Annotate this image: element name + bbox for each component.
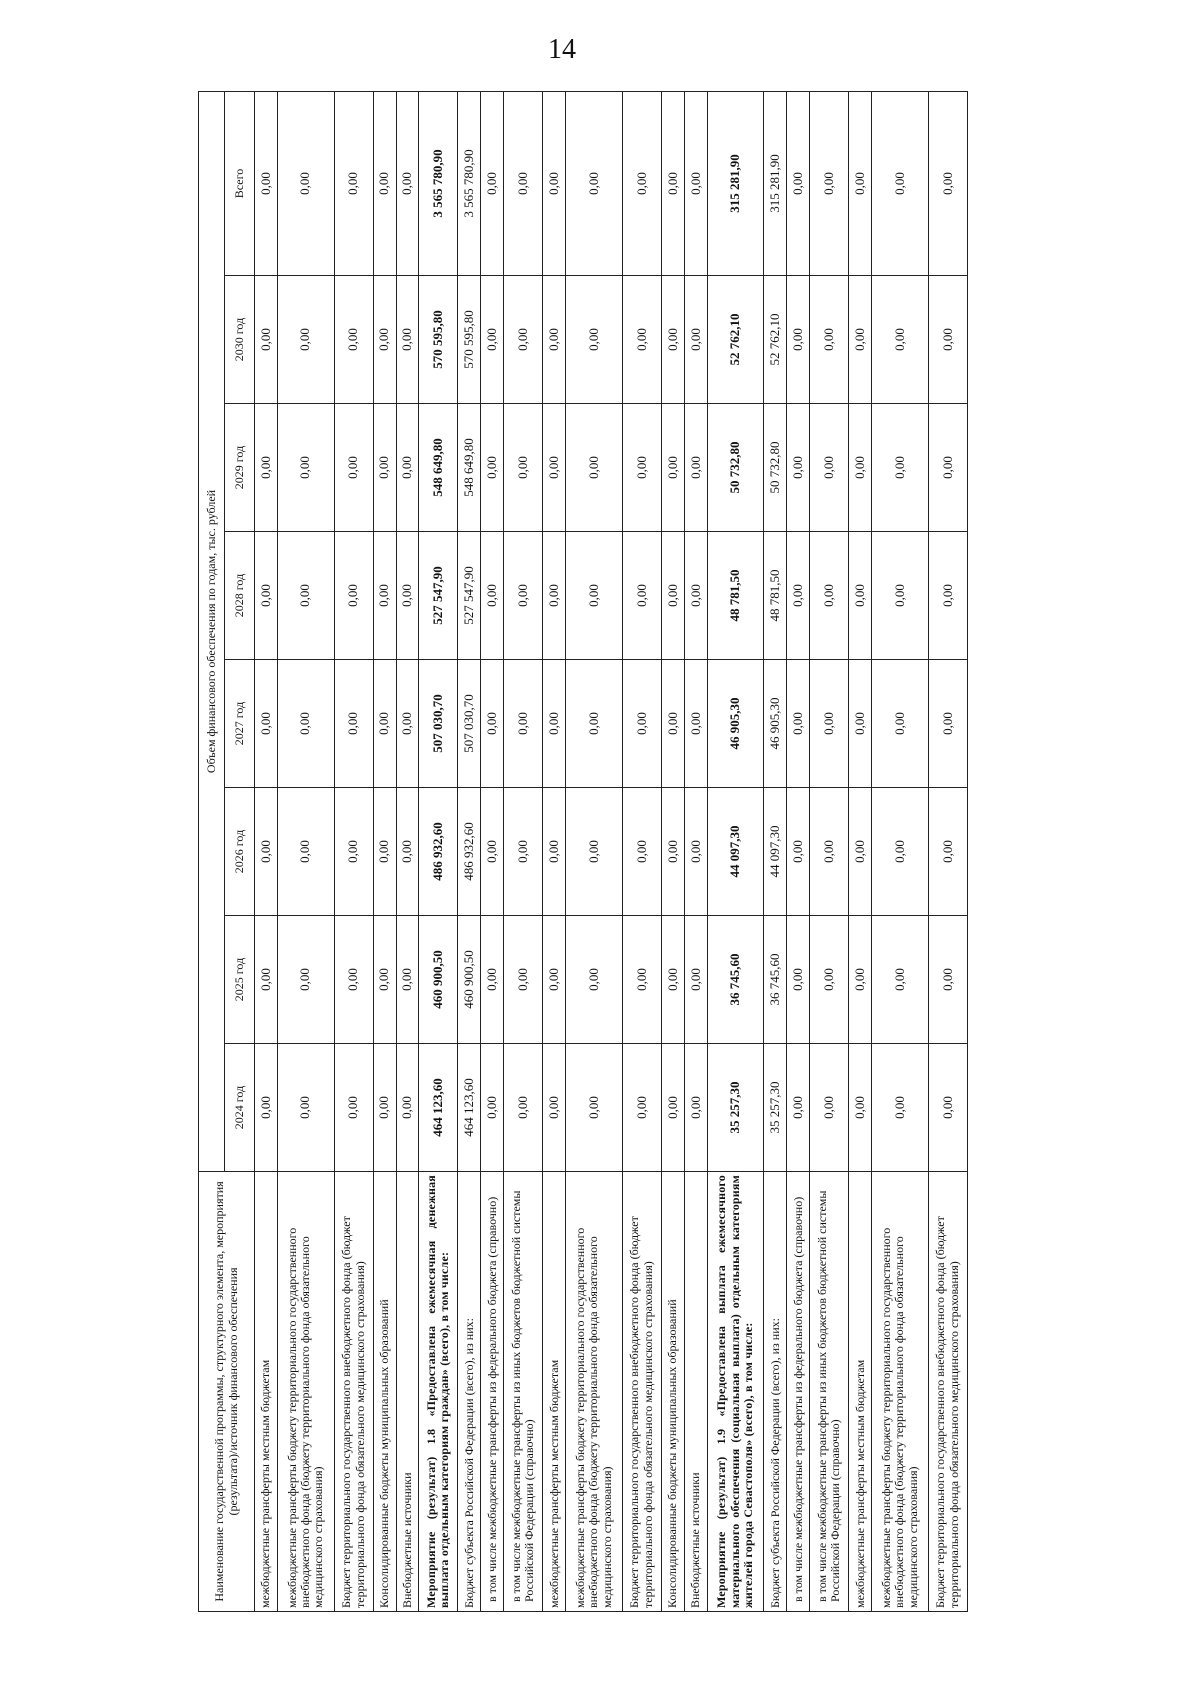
- row-value-cell: 0,00: [334, 660, 373, 788]
- table-row: [684, 91, 707, 1611]
- budget-table: [198, 91, 968, 1612]
- row-value-cell: 0,00: [481, 404, 504, 532]
- row-value-cell: 0,00: [872, 404, 929, 532]
- year-header: 2024 год: [225, 1044, 255, 1172]
- row-name-cell: в том числе межбюджетные трансферты из иных бюджетов бюджетной системы Российской Федерации (справочно): [504, 1172, 543, 1612]
- row-name-cell: Бюджет территориального государственного внебюджетного фонда (бюджет территориального фонда обязательного медицинского страхования): [334, 1172, 373, 1612]
- table-row: [622, 91, 661, 1611]
- row-name-cell: Внебюджетные источники: [396, 1172, 419, 1612]
- row-value-cell: 527 547,90: [419, 532, 458, 660]
- row-value-cell: 0,00: [543, 660, 566, 788]
- row-value-cell: 0,00: [566, 532, 623, 660]
- row-name-cell: в том числе межбюджетные трансферты из иных бюджетов бюджетной системы Российской Федерации (справочно): [810, 1172, 849, 1612]
- row-value-cell: 0,00: [810, 532, 849, 660]
- row-value-cell: 0,00: [566, 276, 623, 404]
- row-value-cell: 0,00: [928, 404, 967, 532]
- row-total-cell: 0,00: [684, 91, 707, 275]
- row-total-cell: 0,00: [872, 91, 929, 275]
- row-value-cell: 0,00: [277, 532, 334, 660]
- row-value-cell: 0,00: [543, 404, 566, 532]
- row-value-cell: 0,00: [255, 788, 278, 916]
- row-value-cell: 0,00: [255, 1044, 278, 1172]
- row-value-cell: 0,00: [810, 916, 849, 1044]
- row-value-cell: 0,00: [277, 660, 334, 788]
- row-value-cell: 0,00: [810, 660, 849, 788]
- row-value-cell: 0,00: [661, 788, 684, 916]
- page-number: 14: [548, 34, 576, 65]
- row-value-cell: 464 123,60: [419, 1044, 458, 1172]
- row-value-cell: 0,00: [396, 404, 419, 532]
- row-value-cell: 0,00: [787, 532, 810, 660]
- year-header: 2028 год: [225, 532, 255, 660]
- year-header: 2029 год: [225, 404, 255, 532]
- row-value-cell: 0,00: [481, 788, 504, 916]
- row-value-cell: 0,00: [849, 532, 872, 660]
- row-value-cell: 0,00: [334, 916, 373, 1044]
- row-value-cell: 44 097,30: [707, 788, 764, 916]
- row-value-cell: 0,00: [622, 1044, 661, 1172]
- row-value-cell: 0,00: [787, 276, 810, 404]
- row-name-cell: межбюджетные трансферты местным бюджетам: [543, 1172, 566, 1612]
- row-value-cell: 0,00: [849, 788, 872, 916]
- table-row: [928, 91, 967, 1611]
- row-value-cell: 0,00: [872, 1044, 929, 1172]
- row-value-cell: 0,00: [334, 404, 373, 532]
- row-value-cell: 0,00: [373, 1044, 396, 1172]
- row-value-cell: 44 097,30: [764, 788, 787, 916]
- row-value-cell: 0,00: [872, 532, 929, 660]
- row-value-cell: 0,00: [661, 276, 684, 404]
- row-value-cell: 0,00: [849, 276, 872, 404]
- row-value-cell: 0,00: [928, 1044, 967, 1172]
- table-row: [872, 91, 929, 1611]
- row-total-cell: 0,00: [810, 91, 849, 275]
- row-value-cell: 0,00: [622, 276, 661, 404]
- row-value-cell: 0,00: [566, 1044, 623, 1172]
- row-total-cell: 0,00: [396, 91, 419, 275]
- row-total-cell: 0,00: [277, 91, 334, 275]
- row-name-cell: в том числе межбюджетные трансферты из федерального бюджета (справочно): [481, 1172, 504, 1612]
- row-value-cell: 0,00: [255, 660, 278, 788]
- table-row: [566, 91, 623, 1611]
- table-row: [764, 91, 787, 1611]
- row-value-cell: 0,00: [872, 788, 929, 916]
- row-total-cell: 0,00: [543, 91, 566, 275]
- row-value-cell: 548 649,80: [458, 404, 481, 532]
- row-total-cell: 3 565 780,90: [419, 91, 458, 275]
- name-column-header: Наименование государственной программы, структурного элемента, мероприятия (результата)/источник финансового обеспечения: [199, 1172, 255, 1612]
- row-value-cell: 48 781,50: [707, 532, 764, 660]
- row-value-cell: 0,00: [684, 660, 707, 788]
- row-value-cell: 0,00: [504, 916, 543, 1044]
- row-name-cell: межбюджетные трансферты бюджету территориального государственного внебюджетного фонда (бюджету территориального фонда обязательного медицинского страхования): [872, 1172, 929, 1612]
- row-name-cell: Консолидированные бюджеты муниципальных образований: [661, 1172, 684, 1612]
- row-value-cell: 570 595,80: [419, 276, 458, 404]
- row-name-cell: межбюджетные трансферты бюджету территориального государственного внебюджетного фонда (бюджету территориального фонда обязательного медицинского страхования): [277, 1172, 334, 1612]
- row-name-cell: Бюджет субъекта Российской Федерации (всего), из них:: [458, 1172, 481, 1612]
- row-total-cell: 3 565 780,90: [458, 91, 481, 275]
- row-value-cell: 0,00: [277, 788, 334, 916]
- row-value-cell: 0,00: [872, 916, 929, 1044]
- row-name-cell: Бюджет субъекта Российской Федерации (всего), из них:: [764, 1172, 787, 1612]
- table-row: [481, 91, 504, 1611]
- row-value-cell: 0,00: [566, 916, 623, 1044]
- row-value-cell: 0,00: [334, 1044, 373, 1172]
- row-value-cell: 0,00: [928, 276, 967, 404]
- row-total-cell: 0,00: [504, 91, 543, 275]
- row-value-cell: 0,00: [849, 916, 872, 1044]
- row-value-cell: 0,00: [810, 276, 849, 404]
- table-row: [255, 91, 278, 1611]
- row-name-cell: межбюджетные трансферты бюджету территориального государственного внебюджетного фонда (бюджету территориального фонда обязательного медицинского страхования): [566, 1172, 623, 1612]
- row-value-cell: 0,00: [396, 532, 419, 660]
- row-value-cell: 507 030,70: [458, 660, 481, 788]
- table-row: [334, 91, 373, 1611]
- row-name-cell: межбюджетные трансферты местным бюджетам: [255, 1172, 278, 1612]
- row-name-cell: в том числе межбюджетные трансферты из федерального бюджета (справочно): [787, 1172, 810, 1612]
- row-value-cell: 0,00: [684, 532, 707, 660]
- row-value-cell: 507 030,70: [419, 660, 458, 788]
- row-value-cell: 0,00: [787, 1044, 810, 1172]
- row-total-cell: 0,00: [661, 91, 684, 275]
- row-value-cell: 0,00: [684, 788, 707, 916]
- row-value-cell: 0,00: [396, 660, 419, 788]
- row-value-cell: 0,00: [661, 532, 684, 660]
- volume-caption: Объем финансового обеспечения по годам, тыс. рублей: [199, 91, 225, 1171]
- row-value-cell: 0,00: [566, 660, 623, 788]
- row-name-cell: Мероприятие (результат) 1.8 «Предоставлена ежемесячная денежная выплата отдельным категориям граждан» (всего), в том числе:: [419, 1172, 458, 1612]
- row-value-cell: 0,00: [810, 1044, 849, 1172]
- row-value-cell: 527 547,90: [458, 532, 481, 660]
- row-value-cell: 0,00: [334, 276, 373, 404]
- table-row: [543, 91, 566, 1611]
- row-value-cell: 0,00: [373, 788, 396, 916]
- row-value-cell: 0,00: [787, 404, 810, 532]
- rotated-table: [198, 92, 968, 1612]
- year-header: 2025 год: [225, 916, 255, 1044]
- row-total-cell: 0,00: [373, 91, 396, 275]
- row-value-cell: 0,00: [255, 276, 278, 404]
- year-header: 2030 год: [225, 276, 255, 404]
- row-value-cell: 0,00: [872, 276, 929, 404]
- row-value-cell: 548 649,80: [419, 404, 458, 532]
- row-value-cell: 0,00: [622, 916, 661, 1044]
- row-value-cell: 0,00: [622, 532, 661, 660]
- row-value-cell: 0,00: [396, 1044, 419, 1172]
- row-value-cell: 52 762,10: [764, 276, 787, 404]
- row-value-cell: 0,00: [566, 404, 623, 532]
- row-value-cell: 0,00: [504, 660, 543, 788]
- row-value-cell: 0,00: [787, 916, 810, 1044]
- row-value-cell: 0,00: [622, 660, 661, 788]
- row-total-cell: 0,00: [566, 91, 623, 275]
- row-value-cell: 0,00: [255, 532, 278, 660]
- table-row: [504, 91, 543, 1611]
- table-row: [373, 91, 396, 1611]
- table-row: [707, 91, 764, 1611]
- row-value-cell: 0,00: [543, 532, 566, 660]
- row-name-cell: Консолидированные бюджеты муниципальных образований: [373, 1172, 396, 1612]
- row-value-cell: 0,00: [622, 404, 661, 532]
- row-value-cell: 0,00: [684, 276, 707, 404]
- row-value-cell: 0,00: [373, 660, 396, 788]
- table-row: [849, 91, 872, 1611]
- row-value-cell: 0,00: [481, 276, 504, 404]
- row-total-cell: 0,00: [622, 91, 661, 275]
- row-value-cell: 0,00: [810, 404, 849, 532]
- row-value-cell: 0,00: [255, 404, 278, 532]
- row-name-cell: Мероприятие (результат) 1.9 «Предоставлена выплата ежемесячного материального обеспечения (социальная выплата) отдельным категориям жителей города Севастополя» (всего), в том числе:: [707, 1172, 764, 1612]
- row-value-cell: 0,00: [396, 788, 419, 916]
- row-name-cell: межбюджетные трансферты местным бюджетам: [849, 1172, 872, 1612]
- row-value-cell: 50 732,80: [764, 404, 787, 532]
- row-value-cell: 0,00: [661, 660, 684, 788]
- row-value-cell: 460 900,50: [419, 916, 458, 1044]
- row-value-cell: 0,00: [684, 916, 707, 1044]
- table-row: [419, 91, 458, 1611]
- row-value-cell: 0,00: [255, 916, 278, 1044]
- row-value-cell: 460 900,50: [458, 916, 481, 1044]
- total-header: Всего: [225, 91, 255, 275]
- row-value-cell: 0,00: [543, 276, 566, 404]
- row-name-cell: Внебюджетные источники: [684, 1172, 707, 1612]
- row-value-cell: 0,00: [849, 1044, 872, 1172]
- row-total-cell: 315 281,90: [764, 91, 787, 275]
- row-value-cell: 0,00: [504, 404, 543, 532]
- row-value-cell: 0,00: [373, 916, 396, 1044]
- year-header: 2027 год: [225, 660, 255, 788]
- row-value-cell: 0,00: [481, 1044, 504, 1172]
- row-value-cell: 0,00: [928, 660, 967, 788]
- row-value-cell: 0,00: [481, 532, 504, 660]
- row-value-cell: 0,00: [334, 532, 373, 660]
- row-value-cell: 0,00: [661, 916, 684, 1044]
- row-value-cell: 0,00: [810, 788, 849, 916]
- table-row: [277, 91, 334, 1611]
- row-value-cell: 36 745,60: [764, 916, 787, 1044]
- row-value-cell: 0,00: [504, 532, 543, 660]
- row-value-cell: 0,00: [622, 788, 661, 916]
- row-value-cell: 0,00: [849, 404, 872, 532]
- row-value-cell: 0,00: [849, 660, 872, 788]
- row-total-cell: 0,00: [928, 91, 967, 275]
- table-row: [787, 91, 810, 1611]
- row-value-cell: 0,00: [543, 1044, 566, 1172]
- row-value-cell: 0,00: [566, 788, 623, 916]
- row-value-cell: 0,00: [481, 916, 504, 1044]
- table-row: [396, 91, 419, 1611]
- row-value-cell: 0,00: [373, 404, 396, 532]
- row-value-cell: 0,00: [481, 660, 504, 788]
- row-value-cell: 0,00: [787, 788, 810, 916]
- row-value-cell: 0,00: [928, 916, 967, 1044]
- row-total-cell: 0,00: [481, 91, 504, 275]
- row-total-cell: 0,00: [334, 91, 373, 275]
- row-total-cell: 0,00: [255, 91, 278, 275]
- row-total-cell: 315 281,90: [707, 91, 764, 275]
- row-value-cell: 570 595,80: [458, 276, 481, 404]
- row-total-cell: 0,00: [849, 91, 872, 275]
- table-row: [458, 91, 481, 1611]
- row-value-cell: 0,00: [928, 788, 967, 916]
- row-value-cell: 52 762,10: [707, 276, 764, 404]
- row-value-cell: 464 123,60: [458, 1044, 481, 1172]
- row-value-cell: 0,00: [396, 916, 419, 1044]
- row-value-cell: 0,00: [277, 276, 334, 404]
- row-value-cell: 0,00: [373, 532, 396, 660]
- row-name-cell: Бюджет территориального государственного внебюджетного фонда (бюджет территориального фонда обязательного медицинского страхования): [622, 1172, 661, 1612]
- row-value-cell: 0,00: [661, 1044, 684, 1172]
- row-value-cell: 0,00: [504, 1044, 543, 1172]
- row-value-cell: 46 905,30: [764, 660, 787, 788]
- row-value-cell: 0,00: [872, 660, 929, 788]
- row-value-cell: 0,00: [543, 916, 566, 1044]
- table-row: [810, 91, 849, 1611]
- row-value-cell: 486 932,60: [458, 788, 481, 916]
- table-body: [255, 91, 968, 1611]
- row-value-cell: 0,00: [504, 276, 543, 404]
- row-value-cell: 0,00: [277, 1044, 334, 1172]
- row-value-cell: 48 781,50: [764, 532, 787, 660]
- row-value-cell: 36 745,60: [707, 916, 764, 1044]
- year-header: 2026 год: [225, 788, 255, 916]
- row-name-cell: Бюджет территориального государственного внебюджетного фонда (бюджет территориального фонда обязательного медицинского страхования): [928, 1172, 967, 1612]
- row-value-cell: 0,00: [396, 276, 419, 404]
- row-value-cell: 35 257,30: [764, 1044, 787, 1172]
- row-value-cell: 46 905,30: [707, 660, 764, 788]
- table-row: [661, 91, 684, 1611]
- row-value-cell: 50 732,80: [707, 404, 764, 532]
- row-value-cell: 0,00: [277, 916, 334, 1044]
- row-total-cell: 0,00: [787, 91, 810, 275]
- table-container: [198, 92, 968, 1612]
- row-value-cell: 35 257,30: [707, 1044, 764, 1172]
- row-value-cell: 0,00: [373, 276, 396, 404]
- row-value-cell: 0,00: [334, 788, 373, 916]
- row-value-cell: 486 932,60: [419, 788, 458, 916]
- row-value-cell: 0,00: [684, 404, 707, 532]
- row-value-cell: 0,00: [787, 660, 810, 788]
- row-value-cell: 0,00: [277, 404, 334, 532]
- row-value-cell: 0,00: [504, 788, 543, 916]
- row-value-cell: 0,00: [684, 1044, 707, 1172]
- row-value-cell: 0,00: [661, 404, 684, 532]
- row-value-cell: 0,00: [543, 788, 566, 916]
- row-value-cell: 0,00: [928, 532, 967, 660]
